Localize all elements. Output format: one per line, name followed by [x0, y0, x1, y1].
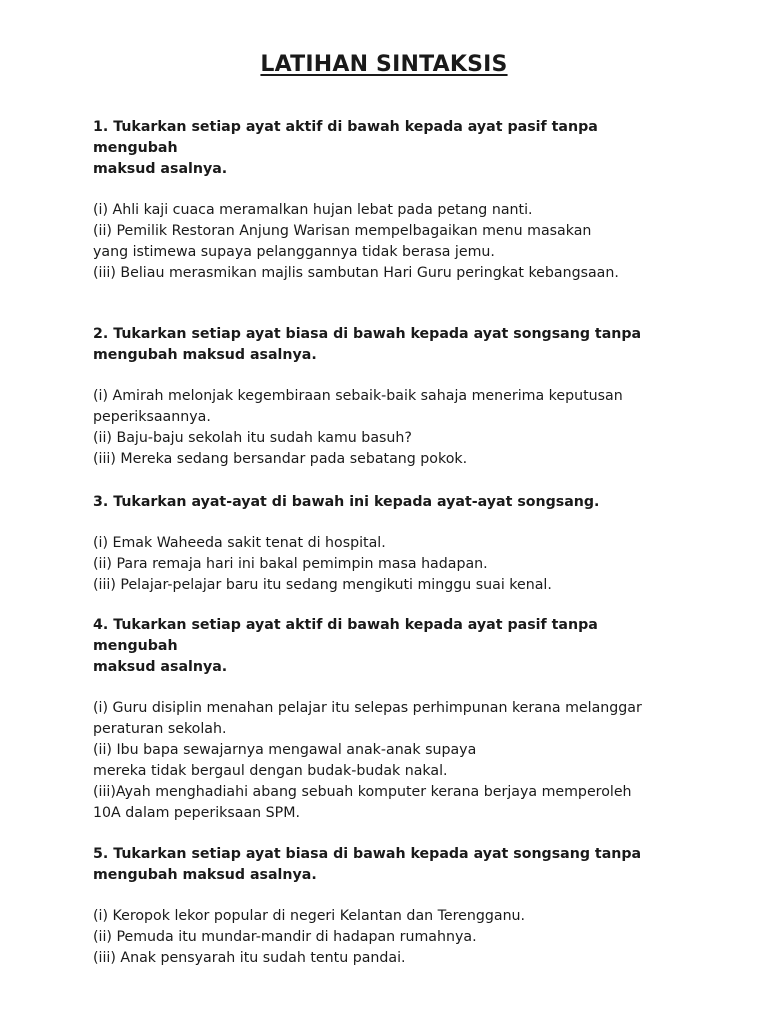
list-item: (ii) Pemuda itu mundar-mandir di hadapan rumahnya. [93, 929, 477, 945]
list-item: (i) Keropok lekor popular di negeri Kelantan dan Terengganu. [93, 908, 526, 924]
list-item: (ii) Baju-baju sekolah itu sudah kamu basuh? [93, 430, 412, 446]
list-item: (iii) Pelajar-pelajar baru itu sedang mengikuti minggu suai kenal. [93, 577, 552, 593]
list-item: (ii) Para remaja hari ini bakal pemimpin masa hadapan. [93, 556, 488, 572]
section-heading: 2. Tukarkan setiap ayat biasa di bawah kepada ayat songsang tanpa mengubah maksud asalnya. [93, 326, 642, 363]
section-2 [93, 324, 683, 470]
list-item: (iii) Mereka sedang bersandar pada sebatang pokok. [93, 451, 468, 467]
section-heading: 3. Tukarkan ayat-ayat di bawah ini kepada ayat-ayat songsang. [93, 494, 600, 510]
item-list [93, 906, 683, 969]
list-item: (iii)Ayah menghadiahi abang sebuah komputer kerana berjaya memperoleh 10A dalam peperiksaan SPM. [93, 784, 632, 821]
item-list [93, 200, 683, 284]
list-item: (i) Amirah melonjak kegembiraan sebaik-baik sahaja menerima keputusan peperiksaannya. [93, 388, 623, 425]
item-list [93, 386, 683, 470]
list-item: (iii) Anak pensyarah itu sudah tentu pandai. [93, 950, 406, 966]
list-item: (ii) Pemilik Restoran Anjung Warisan mempelbagaikan menu masakan yang istimewa supaya pelanggannya tidak berasa jemu. [93, 223, 592, 260]
document-body [93, 117, 683, 969]
section-5 [93, 844, 683, 969]
item-list [93, 533, 683, 596]
section-1 [93, 117, 683, 284]
list-item: (ii) Ibu bapa sewajarnya mengawal anak-anak supaya mereka tidak bergaul dengan budak-budak nakal. [93, 742, 477, 779]
page-title: LATIHAN SINTAKSIS [260, 52, 508, 77]
list-item: (iii) Beliau merasmikan majlis sambutan Hari Guru peringkat kebangsaan. [93, 265, 619, 281]
list-item: (i) Emak Waheeda sakit tenat di hospital. [93, 535, 386, 551]
section-heading: 1. Tukarkan setiap ayat aktif di bawah kepada ayat pasif tanpa mengubah maksud asalnya. [93, 119, 598, 177]
section-heading: 5. Tukarkan setiap ayat biasa di bawah kepada ayat songsang tanpa mengubah maksud asalnya. [93, 846, 642, 883]
list-item: (i) Ahli kaji cuaca meramalkan hujan lebat pada petang nanti. [93, 202, 533, 218]
section-3 [93, 492, 683, 596]
section-heading: 4. Tukarkan setiap ayat aktif di bawah kepada ayat pasif tanpa mengubah maksud asalnya. [93, 617, 598, 675]
list-item: (i) Guru disiplin menahan pelajar itu selepas perhimpunan kerana melanggar peraturan sekolah. [93, 700, 642, 737]
item-list [93, 698, 683, 824]
section-4 [93, 615, 683, 824]
